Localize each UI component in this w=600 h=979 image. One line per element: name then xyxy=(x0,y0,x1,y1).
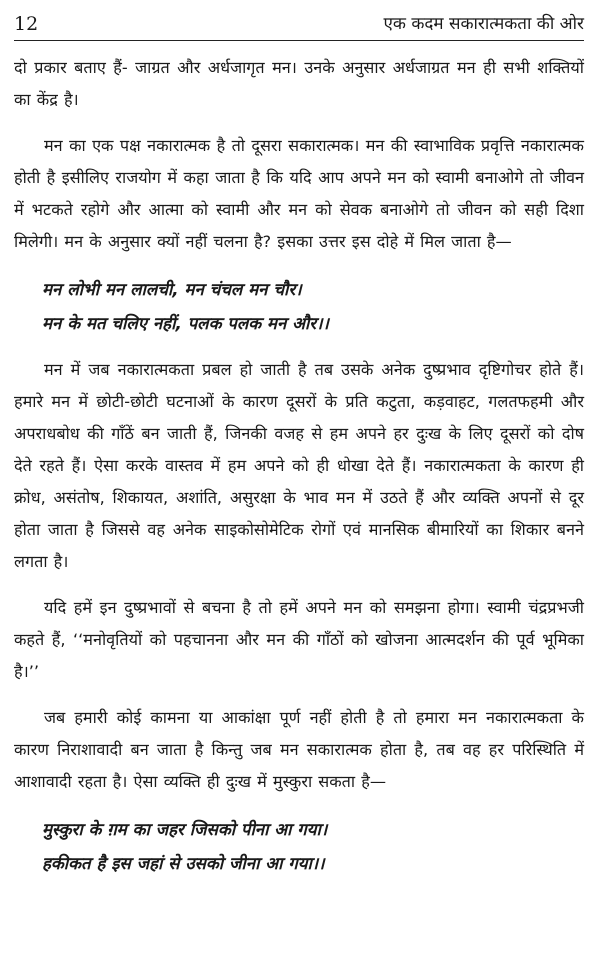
couplet-line: मन लोभी मन लालची, मन चंचल मन चौर। xyxy=(42,279,302,299)
paragraph: मन में जब नकारात्मकता प्रबल हो जाती है तब उसके अनेक दुष्प्रभाव दृष्टिगोचर होते हैं। हमारे मन में छोटी-छोटी घटनाओं के कारण दूसरों के प्रति कटुता, कड़वाहट, गलतफहमी और अपराधबोध की गाँठें बन जाती हैं, जिनकी वजह से हम अपने हर दुःख के लिए दूसरों को दोष देते रहते हैं। ऐसा करके वास्तव में हम अपने को ही धोखा देते हैं। नकारात्मकता के कारण ही क्रोध, असंतोष, शिकायत, अशांति, असुरक्षा के भाव मन में उठते हैं और व्यक्ति अपनों से दूर होता जाता है जिससे वह अनेक साइकोसोमेटिक रोगों एवं मानसिक बीमारियों का शिकार बनने लगता है। xyxy=(14,360,584,571)
page-body xyxy=(14,52,584,894)
paragraph: मन का एक पक्ष नकारात्मक है तो दूसरा सकारात्मक। मन की स्वाभाविक प्रवृत्ति नकारात्मक होती है इसीलिए राजयोग में कहा जाता है कि यदि आप अपने मन को स्वामी बनाओगे तो जीवन में भटकते रहोगे और आत्मा को स्वामी और मन को सेवक बनाओगे तो जीवन को सही दिशा मिलेगी। मन के अनुसार क्यों नहीं चलना है? इसका उत्तर इस दोहे में मिल जाता है— xyxy=(14,136,584,251)
paragraph: दो प्रकार बताए हैं- जाग्रत और अर्धजागृत मन। उनके अनुसार अर्धजाग्रत मन ही सभी शक्तियों का केंद्र है। xyxy=(14,58,584,109)
running-title: एक कदम सकारात्मकता की ओर xyxy=(383,14,584,34)
couplet xyxy=(14,272,584,340)
couplet-line: मुस्कुरा के ग़म का जहर जिसको पीना आ गया। xyxy=(42,819,328,839)
paragraph: जब हमारी कोई कामना या आकांक्षा पूर्ण नहीं होती है तो हमारा मन नकारात्मकता के कारण निराशावादी बन जाता है किन्तु जब मन सकारात्मक होता है, तब वह हर परिस्थिति में आशावादी रहता है। ऐसा व्यक्ति ही दुःख में मुस्कुरा सकता है— xyxy=(14,708,584,791)
page-header xyxy=(14,10,584,41)
paragraph: यदि हमें इन दुष्प्रभावों से बचना है तो हमें अपने मन को समझना होगा। स्वामी चंद्रप्रभजी कहते हैं, ‘‘मनोवृतियों को पहचानना और मन की गाँठों को खोजना आत्मदर्शन की पूर्व भूमिका है।’’ xyxy=(14,598,584,681)
couplet-line: हकीकत है इस जहां से उसको जीना आ गया।। xyxy=(42,853,325,873)
couplet xyxy=(14,812,584,880)
couplet-line: मन के मत चलिए नहीं, पलक पलक मन और।। xyxy=(42,313,329,333)
page-number: 12 xyxy=(14,13,39,35)
